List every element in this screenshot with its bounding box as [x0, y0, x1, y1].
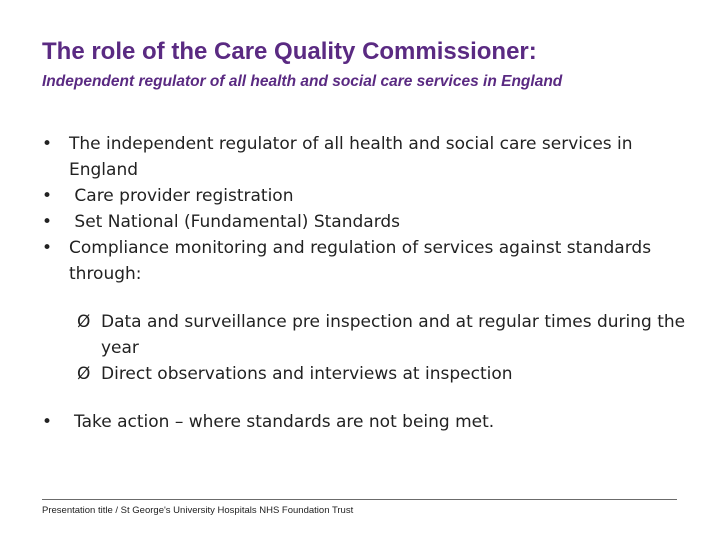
bullet-item — [42, 235, 692, 287]
bullet-item — [42, 409, 692, 435]
sub-bullet-text: Direct observations and interviews at inspection — [101, 364, 513, 384]
bullet-dot-icon: • — [42, 134, 53, 154]
bullet-list — [42, 131, 692, 435]
bullet-text: The independent regulator of all health and social care services in England — [69, 134, 633, 180]
footer-text: Presentation title / St George's University Hospitals NHS Foundation Trust — [42, 505, 354, 516]
bullet-item — [42, 209, 692, 235]
bullet-dot-icon: • — [42, 238, 53, 258]
sub-bullet-item — [77, 309, 692, 361]
bullet-text: Set National (Fundamental) Standards — [69, 212, 401, 232]
bullet-text: Care provider registration — [69, 186, 294, 206]
bullet-dot-icon: • — [42, 212, 53, 232]
bullet-text: Compliance monitoring and regulation of services against standards through: — [69, 238, 652, 284]
bullet-text: Take action – where standards are not being met. — [74, 412, 495, 432]
bullet-item — [42, 183, 692, 209]
footer-divider — [42, 499, 677, 500]
bullet-dot-icon: • — [42, 186, 53, 206]
arrow-bullet-icon: Ø — [77, 312, 91, 332]
bullet-item — [42, 131, 692, 183]
arrow-bullet-icon: Ø — [77, 364, 91, 384]
sub-bullet-text: Data and surveillance pre inspection and at regular times during the year — [101, 312, 686, 358]
slide-title: The role of the Care Quality Commissioner: — [42, 38, 537, 65]
sub-bullet-list — [77, 309, 692, 387]
slide-subtitle: Independent regulator of all health and social care services in England — [42, 73, 563, 90]
sub-bullet-item — [77, 361, 692, 387]
bullet-dot-icon: • — [42, 412, 53, 432]
